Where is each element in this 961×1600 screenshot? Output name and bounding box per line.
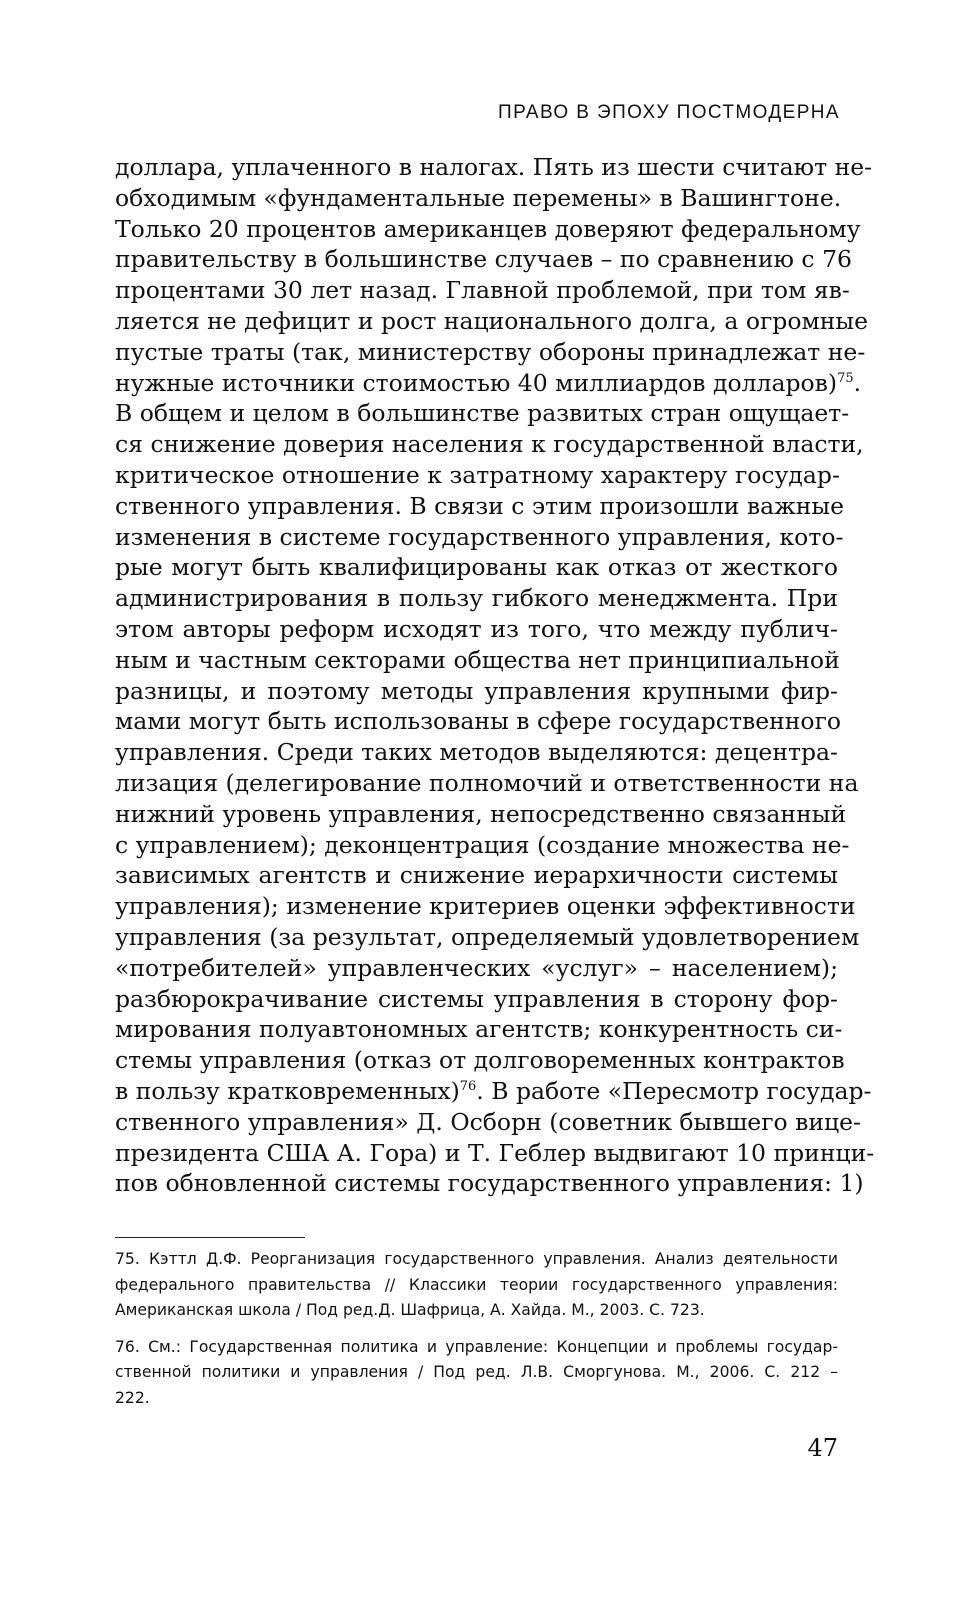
text-line: изменения в системе государственного управления, кото-	[115, 522, 844, 551]
text-line: разбюрокрачивание системы управления в сторону фор-	[115, 984, 838, 1013]
text-line: обходимым «фундаментальные перемены» в Вашингтоне.	[115, 183, 842, 212]
text-line: ся снижение доверия населения к государственной власти,	[115, 430, 864, 459]
text-line: этом авторы реформ исходят из того, что между публич-	[115, 614, 838, 643]
footnote-75	[115, 1247, 838, 1324]
running-title: ПРАВО В ЭПОХУ ПОСТМОДЕРНА	[498, 102, 840, 123]
text-line: с управлением); деконцентрация (создание множества не-	[115, 830, 850, 859]
text-line: ственного управления. В связи с этим произошли важные	[115, 491, 845, 520]
text-segment: .	[853, 368, 862, 397]
text-line: ным и частным секторами общества нет принципиальной	[115, 645, 840, 674]
text-line: критическое отношение к затратному характеру государ-	[115, 460, 840, 489]
footnote-spacer	[115, 1324, 838, 1335]
text-segment: . В работе «Пересмотр государ-	[476, 1076, 872, 1105]
text-line: стемы управления (отказ от долговоременных контрактов	[115, 1046, 845, 1075]
text-line: управления); изменение критериев оценки эффективности	[115, 892, 856, 921]
footnote-ref-75[interactable]: 75	[837, 370, 854, 386]
footnote-line: 75. Кэттл Д.Ф. Реорганизация государственного управления. Анализ деятельности	[115, 1250, 838, 1268]
body-text	[115, 152, 875, 1199]
text-line: президента США А. Гора) и Т. Геблер выдвигают 10 принци-	[115, 1138, 875, 1167]
text-line: В общем и целом в большинстве развитых стран ощущает-	[115, 399, 850, 428]
text-line: мами могут быть использованы в сфере государственного	[115, 707, 842, 736]
text-line-with-footnote-ref	[115, 1076, 872, 1107]
text-line: зависимых агентств и снижение иерархичности системы	[115, 861, 838, 890]
text-line: мирования полуавтономных агентств; конкурентность си-	[115, 1015, 843, 1044]
text-segment: в пользу кратковременных)	[115, 1076, 460, 1105]
text-line: процентами 30 лет назад. Главной проблемой, при том яв-	[115, 276, 850, 305]
text-line: правительству в большинстве случаев – по сравнению с 76	[115, 245, 852, 274]
text-line: управления (за результат, определяемый удовлетворением	[115, 922, 860, 951]
text-line: «потребителей» управленческих «услуг» – населением);	[115, 953, 838, 982]
footnote-line: Американская школа / Под ред.Д. Шафрица, А. Хайда. М., 2003. С. 723.	[115, 1301, 705, 1320]
text-line: лизация (делегирование полномочий и ответственности на	[115, 768, 859, 797]
footnote-76	[115, 1335, 838, 1412]
text-line: администрирования в пользу гибкого менеджмента. При	[115, 584, 838, 613]
text-line: Только 20 процентов американцев доверяют федеральному	[115, 214, 861, 243]
text-line-with-footnote-ref	[115, 368, 862, 399]
text-line: ляется не дефицит и рост национального долга, а огромные	[115, 306, 869, 335]
text-line: рые могут быть квалифицированы как отказ от жесткого	[115, 553, 838, 582]
text-line: пустые траты (так, министерству обороны принадлежат не-	[115, 337, 866, 366]
text-line: нижний уровень управления, непосредственно связанный	[115, 799, 847, 828]
footnote-line: ственной политики и управления / Под ред. Л.В. Сморгунова. М., 2006. С. 212 –	[115, 1363, 838, 1382]
page-number: 47	[807, 1434, 838, 1462]
footnotes	[115, 1247, 838, 1412]
text-line: доллара, уплаченного в налогах. Пять из шести считают не-	[115, 153, 873, 181]
text-line: управления. Среди таких методов выделяются: децентра-	[115, 738, 838, 767]
footnote-line: 222.	[115, 1388, 150, 1407]
text-line: разницы, и поэтому методы управления крупными фир-	[115, 676, 838, 705]
text-line: ственного управления» Д. Осборн (советник бывшего вице-	[115, 1107, 861, 1136]
text-segment: нужные источники стоимостью 40 миллиардов долларов)	[115, 368, 838, 397]
footnote-line: федерального правительства // Классики теории государственного управления:	[115, 1275, 838, 1294]
footnote-divider	[115, 1237, 305, 1238]
text-line: пов обновленной системы государственного управления: 1)	[115, 1169, 864, 1198]
footnote-line: 76. См.: Государственная политика и управление: Концепции и проблемы государ-	[115, 1337, 838, 1356]
footnote-ref-76[interactable]: 76	[459, 1078, 477, 1094]
